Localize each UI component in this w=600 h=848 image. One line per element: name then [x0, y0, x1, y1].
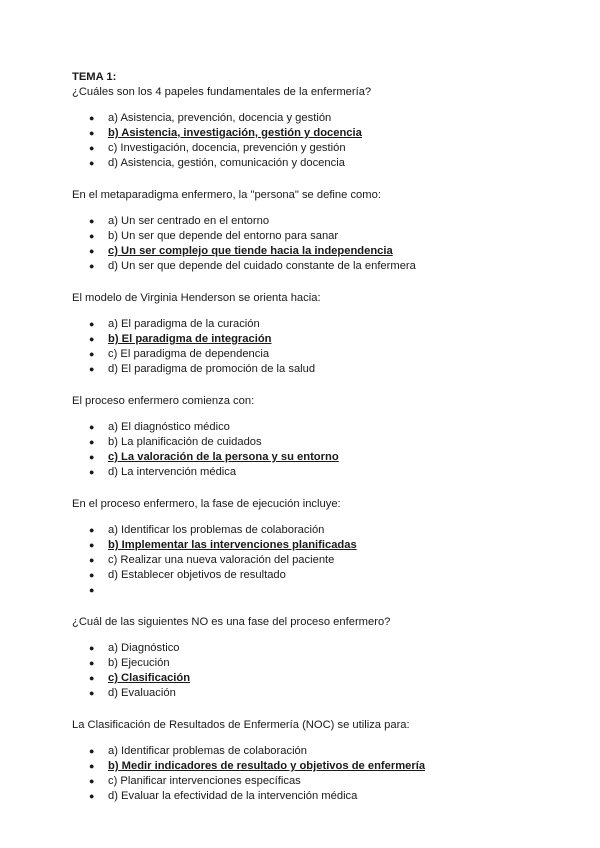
question-block — [72, 85, 542, 171]
answer-text: d) El paradigma de promoción de la salud — [108, 363, 316, 375]
answer-text: c) Un ser complejo que tiende hacia la independencia — [108, 245, 393, 257]
answer-list — [72, 317, 542, 377]
question-text: La Clasificación de Resultados de Enfermería (NOC) se utiliza para: — [72, 719, 410, 731]
answer-option — [72, 686, 542, 701]
answer-text: a) Diagnóstico — [108, 642, 180, 654]
answer-list — [72, 111, 542, 171]
bullet-icon: ● — [89, 113, 95, 123]
answer-text: b) Un ser que depende del entorno para sanar — [108, 230, 339, 242]
answer-text: d) Evaluación — [108, 687, 176, 699]
bullet-icon: ● — [89, 334, 95, 344]
answer-text: c) Clasificación — [108, 672, 191, 684]
bullet-icon: ● — [89, 452, 95, 462]
answer-list — [72, 420, 542, 480]
answer-text: b) Implementar las intervenciones planificadas — [108, 539, 357, 551]
bullet-icon: ● — [89, 585, 95, 595]
page-title: TEMA 1: — [72, 71, 117, 83]
answer-text: b) Asistencia, investigación, gestión y docencia — [108, 127, 362, 139]
answer-option — [72, 435, 542, 450]
answer-text: c) La valoración de la persona y su entorno — [108, 451, 339, 463]
bullet-icon: ● — [89, 261, 95, 271]
answer-option — [72, 641, 542, 656]
answer-option — [72, 214, 542, 229]
answer-text: a) Identificar los problemas de colaboración — [108, 524, 325, 536]
bullet-icon: ● — [89, 364, 95, 374]
bullet-icon: ● — [89, 540, 95, 550]
answer-option — [72, 362, 542, 377]
question-text: El modelo de Virginia Henderson se orienta hacia: — [72, 292, 321, 304]
bullet-icon: ● — [89, 658, 95, 668]
question-text: ¿Cuál de las siguientes NO es una fase del proceso enfermero? — [72, 616, 391, 628]
bullet-icon: ● — [89, 437, 95, 447]
answer-text: d) Establecer objetivos de resultado — [108, 569, 286, 581]
answer-option — [72, 126, 542, 141]
bullet-icon: ● — [89, 216, 95, 226]
bullet-icon: ● — [89, 673, 95, 683]
question-block — [72, 394, 542, 480]
question-block — [72, 291, 542, 377]
answer-option — [72, 141, 542, 156]
answer-text: d) Un ser que depende del cuidado constante de la enfermera — [108, 260, 416, 272]
answer-option — [72, 420, 542, 435]
answer-text: b) Medir indicadores de resultado y objetivos de enfermería — [108, 760, 426, 772]
bullet-icon: ● — [89, 555, 95, 565]
bullet-icon: ● — [89, 319, 95, 329]
answer-text: c) Realizar una nueva valoración del paciente — [108, 554, 335, 566]
answer-option — [72, 538, 542, 553]
answer-text: d) Evaluar la efectividad de la intervención médica — [108, 790, 358, 802]
answer-option — [72, 744, 542, 759]
bullet-icon: ● — [89, 467, 95, 477]
answer-text: a) Asistencia, prevención, docencia y gestión — [108, 112, 332, 124]
question-text: El proceso enfermero comienza con: — [72, 395, 255, 407]
answer-text: a) El paradigma de la curación — [108, 318, 260, 330]
answer-text: a) El diagnóstico médico — [108, 421, 230, 433]
answer-option — [72, 111, 542, 126]
answer-option — [72, 568, 542, 583]
answer-option — [72, 671, 542, 686]
question-text: ¿Cuáles son los 4 papeles fundamentales de la enfermería? — [72, 86, 372, 98]
answer-option — [72, 259, 542, 274]
question-text: En el metaparadigma enfermero, la "persona" se define como: — [72, 189, 381, 201]
bullet-icon: ● — [89, 349, 95, 359]
bullet-icon: ● — [89, 761, 95, 771]
bullet-icon: ● — [89, 246, 95, 256]
answer-option — [72, 229, 542, 244]
bullet-icon: ● — [89, 643, 95, 653]
document-content — [72, 70, 542, 821]
answer-list — [72, 744, 542, 804]
answer-option — [72, 656, 542, 671]
answer-text: d) La intervención médica — [108, 466, 237, 478]
bullet-icon: ● — [89, 791, 95, 801]
answer-option — [72, 317, 542, 332]
answer-option — [72, 583, 542, 598]
answer-option — [72, 774, 542, 789]
bullet-icon: ● — [89, 570, 95, 580]
bullet-icon: ● — [89, 746, 95, 756]
question-block — [72, 188, 542, 274]
bullet-icon: ● — [89, 688, 95, 698]
bullet-icon: ● — [89, 158, 95, 168]
answer-option — [72, 465, 542, 480]
bullet-icon: ● — [89, 143, 95, 153]
answer-option — [72, 347, 542, 362]
answer-text: c) El paradigma de dependencia — [108, 348, 270, 360]
question-block — [72, 615, 542, 701]
bullet-icon: ● — [89, 525, 95, 535]
question-block — [72, 718, 542, 804]
bullet-icon: ● — [89, 776, 95, 786]
answer-text: b) Ejecución — [108, 657, 170, 669]
bullet-icon: ● — [89, 231, 95, 241]
answer-option — [72, 759, 542, 774]
answer-option — [72, 789, 542, 804]
answer-text: c) Investigación, docencia, prevención y gestión — [108, 142, 346, 154]
answer-list — [72, 523, 542, 598]
answer-option — [72, 332, 542, 347]
question-block — [72, 497, 542, 598]
answer-option — [72, 553, 542, 568]
answer-text: a) Identificar problemas de colaboración — [108, 745, 307, 757]
answer-option — [72, 244, 542, 259]
answer-list — [72, 641, 542, 701]
answer-list — [72, 214, 542, 274]
answer-text: b) El paradigma de integración — [108, 333, 272, 345]
bullet-icon: ● — [89, 422, 95, 432]
answer-text: b) La planificación de cuidados — [108, 436, 262, 448]
answer-text: c) Planificar intervenciones específicas — [108, 775, 301, 787]
bullet-icon: ● — [89, 128, 95, 138]
answer-option — [72, 156, 542, 171]
answer-text: d) Asistencia, gestión, comunicación y docencia — [108, 157, 345, 169]
answer-option — [72, 450, 542, 465]
answer-option — [72, 523, 542, 538]
question-text: En el proceso enfermero, la fase de ejecución incluye: — [72, 498, 341, 510]
answer-text: a) Un ser centrado en el entorno — [108, 215, 270, 227]
